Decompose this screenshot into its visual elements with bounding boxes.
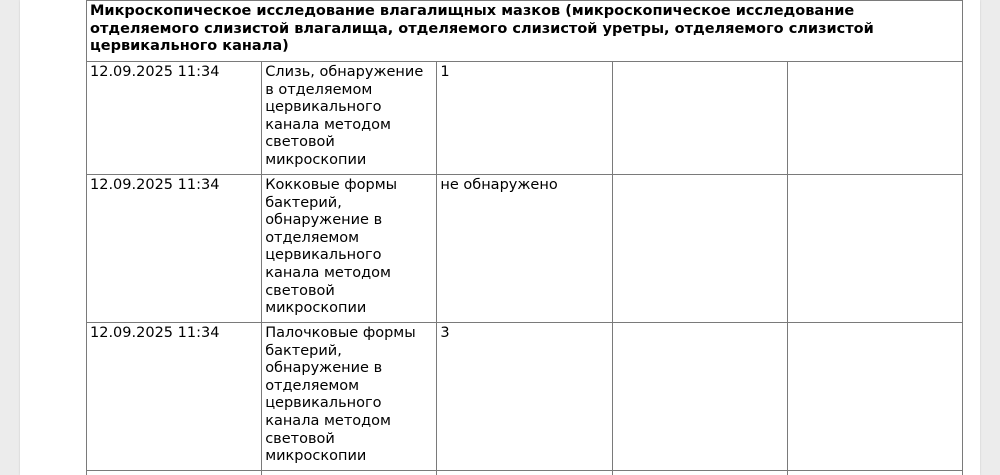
section-header-row <box>87 1 963 62</box>
test-name-cell: Кокковые формы бактерий, обнаружение в отделяемом цервикального канала методом световой микроскопии <box>262 175 437 323</box>
empty-cell <box>87 471 262 475</box>
empty-cell <box>437 471 612 475</box>
empty-cell <box>612 471 787 475</box>
table-row <box>87 175 963 323</box>
table-row <box>87 62 963 175</box>
result-cell: 3 <box>437 323 612 471</box>
empty-cell <box>262 471 437 475</box>
section-title: Микроскопическое исследование влагалищных мазков (микроскопическое исследование отделяемого слизистой влагалища, отделяемого слизистой уретры, отделяемого слизистой цервикального канала) <box>87 1 963 62</box>
empty-cell <box>612 175 787 323</box>
empty-cell <box>787 175 962 323</box>
test-name-cell: Слизь, обнаружение в отделяемом цервикального канала методом световой микроскопии <box>262 62 437 175</box>
result-cell: 1 <box>437 62 612 175</box>
test-name-cell: Палочковые формы бактерий, обнаружение в отделяемом цервикального канала методом световой микроскопии <box>262 323 437 471</box>
document-page <box>20 0 980 475</box>
datetime-cell: 12.09.2025 11:34 <box>87 175 262 323</box>
result-cell: не обнаружено <box>437 175 612 323</box>
table-row <box>87 323 963 471</box>
empty-cell <box>787 62 962 175</box>
datetime-cell: 12.09.2025 11:34 <box>87 323 262 471</box>
empty-cell <box>787 323 962 471</box>
empty-cell <box>787 471 962 475</box>
empty-cell <box>612 323 787 471</box>
datetime-cell: 12.09.2025 11:34 <box>87 62 262 175</box>
results-table <box>86 0 963 475</box>
empty-cell <box>612 62 787 175</box>
table-row <box>87 471 963 475</box>
